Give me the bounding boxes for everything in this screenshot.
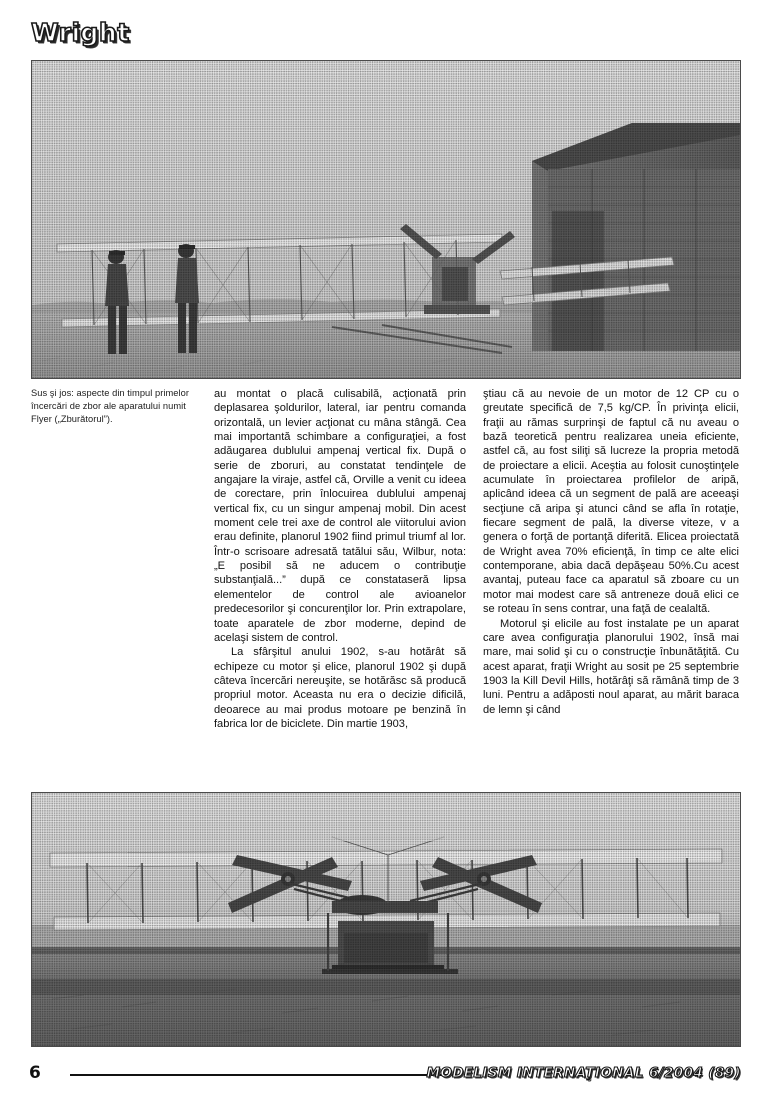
paragraph: Motorul şi elicile au fost instalate pe un aparat care avea configuraţia planorului 1902, însă mai mare, mai solid şi cu o construcţie înbunătăţită. Cu acest aparat, fraţii Wright au sosit pe 25 septembrie 1903 la Kill Devil Hills, hotărâţi să rămână timp de 3 luni. Pentru a adăposti noul aparat, au mărit baraca de lemn şi când bbox=[483, 617, 739, 716]
photo-top-artwork bbox=[32, 61, 740, 378]
paragraph: La sfârşitul anului 1902, s-au hotărât să echipeze cu motor şi elice, planorul 1902 şi după câteva încercări nereuşite, se hotărăsc să producă propriul motor. Aceasta nu era o decizie dificilă, deoarece au mai produs motoare pe benzină în fabrica lor de biciclete. Din martie 1903, bbox=[214, 646, 466, 730]
wright-flyer-side-view-photo bbox=[31, 60, 741, 379]
publication-footer: MODELISM INTERNAŢIONAL 6/2004 (89) bbox=[426, 1065, 741, 1081]
body-column-right bbox=[483, 387, 739, 717]
figure-caption: Sus şi jos: aspecte din timpul primelor încercări de zbor ale aparatului numit Flyer („Zburătorul”). bbox=[31, 388, 189, 425]
photo-bottom-artwork bbox=[32, 793, 740, 1046]
masthead bbox=[31, 18, 331, 52]
page-title: Wright bbox=[31, 18, 130, 47]
page-number: 6 bbox=[29, 1063, 41, 1083]
paragraph: ştiau că au nevoie de un motor de 12 CP cu o greutate specifică de 7,5 kg/CP. În privinţa elicii, fraţii au rămas surprinşi de faptul că nu aveau o bază teoretică pentru realizarea uneia eficiente, astfel că, au fost siliţi să lucreze la propria metodă de proiectare a elicii. Aceştia au folosit cunoştinţele acumulate în proiectarea profilelor de aripă, aplicând ideea că un segment de pală are aceeaşi secţiune că aripa şi atunci când se afla în rotaţie, fiecare segment de pală, la diverse viteze, v a genera o forţă de portanţă diferită. Elicea proiectată de Wright avea 70% eficienţă, în timp ce alte elici contemporane, abia dacă depăşeau 50%.Cu acest avantaj, puteau face ca aparatul să zboare cu un motor mai modest care să antreneze două elici ce se roteau în sens contrar, una faţă de cealaltă. bbox=[483, 388, 739, 616]
paragraph: au montat o placă culisabilă, acţionată prin deplasarea şoldurilor, lateral, iar pentru comanda orizontală, un levier acţionat cu mâna stângă. Cea mai importantă schimbare a configuraţiei, a fost adăugarea dublului ampenaj vertical fix. După o serie de zboruri, au constatat tendinţele de angajare la viraje, astfel că, Orville a venit cu ideea de corectare, prin înlocuirea dublului ampenaj vertical fix, cu un singur ampenaj mobil. Din acest moment cele trei axe de control ale viitorului avion erau definite, planorul 1902 fiind primul triumf al lor. Într-o scrisoare adresată tatălui său, Wilbur, nota: „E posibil să ne aducem o contribuţie substanţială...” după ce constataseră lipsa elementelor de control ale avioanelor predecesorilor şi concurenţilor lor. Prin extrapolare, toate aparatele de zbor moderne, depind de acelaşi sistem de control. bbox=[214, 388, 466, 644]
wright-flyer-rear-view-photo bbox=[31, 792, 741, 1047]
footer-divider-rule bbox=[70, 1074, 456, 1076]
body-column-middle bbox=[214, 387, 466, 731]
